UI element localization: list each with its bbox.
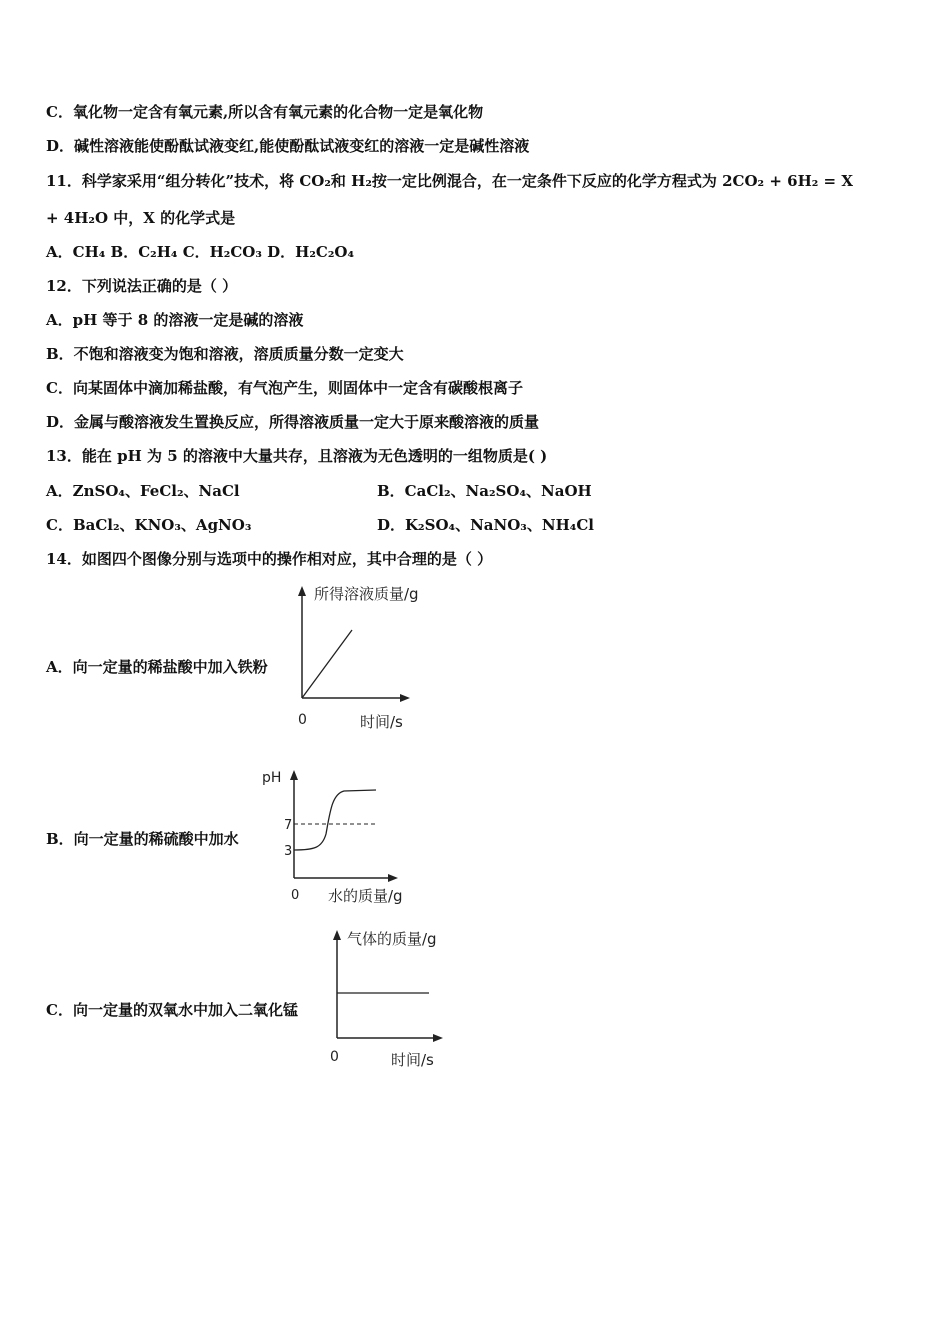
q14-option-b: B．向一定量的稀硫酸中加水	[46, 830, 239, 848]
graph-b	[258, 762, 428, 912]
q10-option-d: D．碱性溶液能使酚酞试液变红,能使酚酞试液变红的溶液一定是碱性溶液	[46, 137, 530, 155]
graph-c-y-arrow	[333, 930, 341, 940]
q13-option-d: D．K₂SO₄、NaNO₃、NH₄Cl	[377, 516, 594, 534]
graph-c-ylabel: 气体的质量/g	[347, 930, 437, 948]
graph-b-x-arrow	[388, 874, 398, 882]
graph-a-ylabel: 所得溶液质量/g	[314, 585, 419, 603]
graph-b-curve	[294, 790, 376, 850]
q12-option-d: D．金属与酸溶液发生置换反应，所得溶液质量一定大于原来酸溶液的质量	[46, 413, 540, 431]
q12-stem: 12．下列说法正确的是（ ）	[46, 277, 238, 295]
q12-option-c: C．向某固体中滴加稀盐酸，有气泡产生，则固体中一定含有碳酸根离子	[46, 379, 523, 397]
graph-a-origin: 0	[298, 712, 307, 728]
q13-option-a: A．ZnSO₄、FeCl₂、NaCl	[46, 482, 240, 500]
q14-stem: 14．如图四个图像分别与选项中的操作相对应，其中合理的是（ ）	[46, 550, 493, 568]
graph-b-ylabel: pH	[262, 770, 282, 786]
graph-a-curve	[302, 630, 352, 698]
graph-a-x-arrow	[400, 694, 410, 702]
q11-stem: 11．科学家采用“组分转化”技术，将 CO₂和 H₂按一定比例混合，在一定条件下反应的化学方程式为 2CO₂ + 6H₂ = X	[46, 172, 853, 190]
graph-c-xlabel: 时间/s	[391, 1051, 434, 1069]
graph-c-origin: 0	[330, 1049, 339, 1065]
q14-option-c: C．向一定量的双氧水中加入二氧化锰	[46, 1001, 298, 1019]
q10-option-c: C．氧化物一定含有氧元素,所以含有氧元素的化合物一定是氧化物	[46, 103, 484, 121]
q13-option-c: C．BaCl₂、KNO₃、AgNO₃	[46, 516, 252, 534]
graph-a	[290, 580, 450, 740]
q13-stem: 13．能在 pH 为 5 的溶液中大量共存，且溶液为无色透明的一组物质是( )	[46, 447, 548, 465]
q14-option-a: A．向一定量的稀盐酸中加入铁粉	[46, 658, 268, 676]
graph-b-tick-7: 7	[284, 818, 293, 833]
graph-b-xlabel: 水的质量/g	[328, 887, 403, 905]
q11-options: A．CH₄ B．C₂H₄ C．H₂CO₃ D．H₂C₂O₄	[46, 243, 355, 261]
graph-b-origin: 0	[291, 888, 300, 903]
graph-a-xlabel: 时间/s	[360, 713, 403, 731]
graph-c-x-arrow	[433, 1034, 443, 1042]
q12-option-a: A．pH 等于 8 的溶液一定是碱的溶液	[46, 311, 304, 329]
q11-stem-cont: + 4H₂O 中，X 的化学式是	[46, 209, 236, 227]
graph-b-y-arrow	[290, 770, 298, 780]
q12-option-b: B．不饱和溶液变为饱和溶液，溶质质量分数一定变大	[46, 345, 404, 363]
graph-a-y-arrow	[298, 586, 306, 596]
q13-option-b: B．CaCl₂、Na₂SO₄、NaOH	[377, 482, 592, 500]
graph-b-tick-3: 3	[284, 844, 293, 859]
graph-c	[325, 922, 485, 1072]
